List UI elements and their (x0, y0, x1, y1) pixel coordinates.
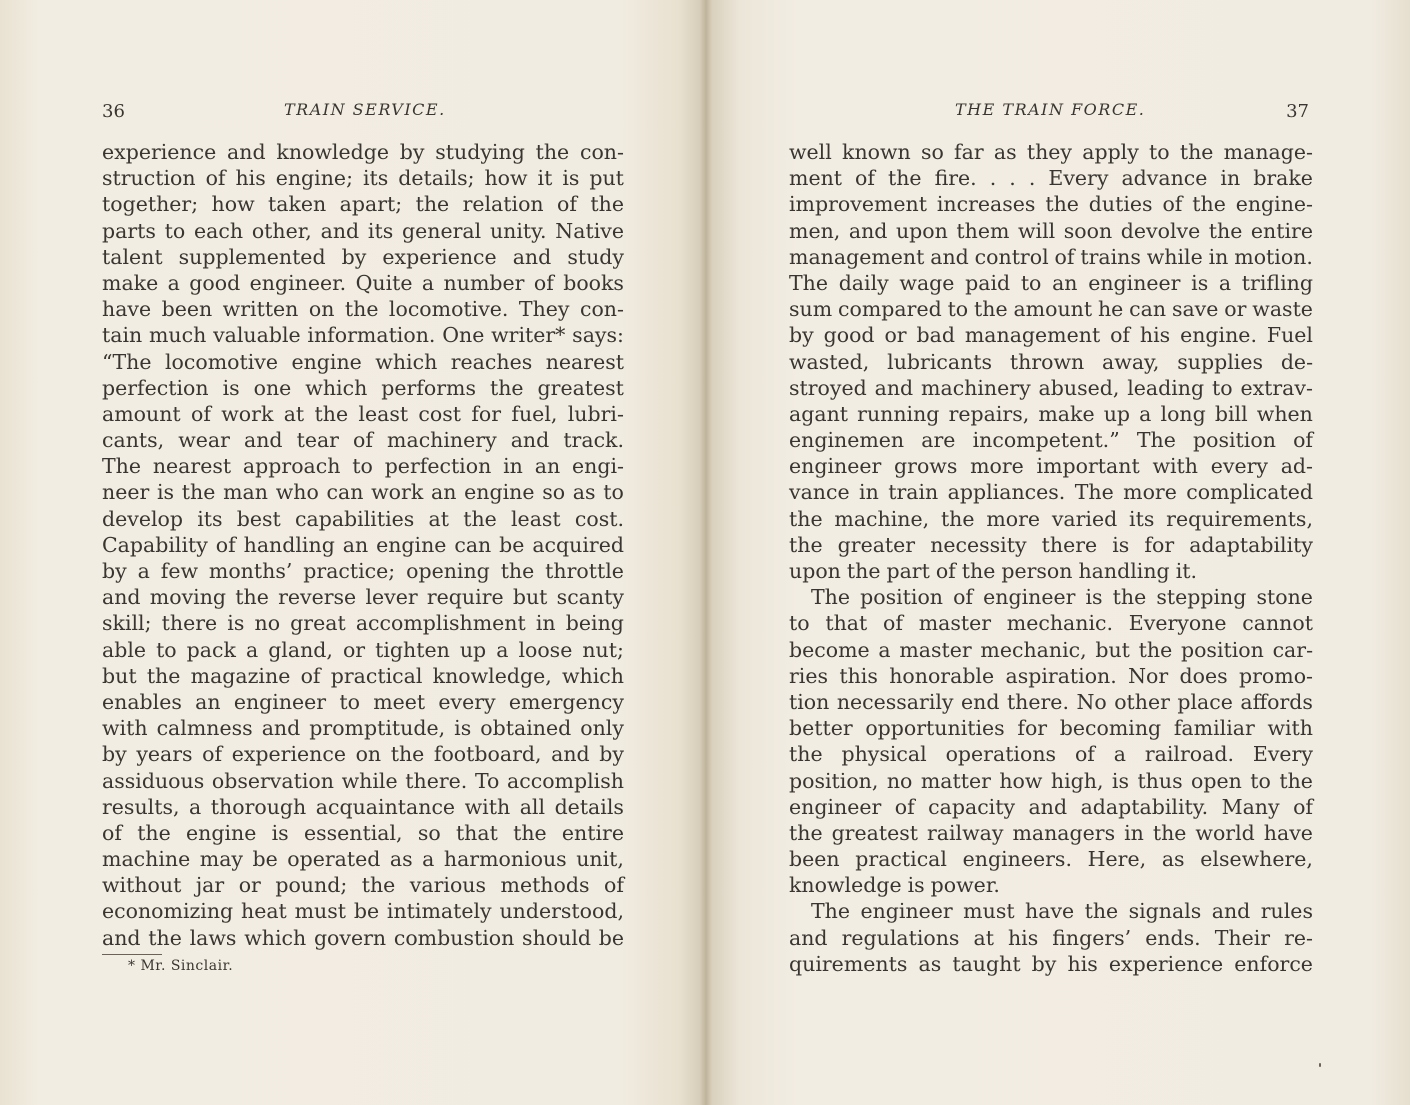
text-line: enginemen are incompetent.” The position of (789, 428, 1313, 453)
left-running-title: TRAIN SERVICE. (284, 100, 446, 119)
text-line: able to pack a gland, or tighten up a loose nut; (102, 637, 624, 662)
text-line: of the engine is essential, so that the entire (102, 820, 624, 845)
text-line: by years of experience on the footboard, and by (102, 742, 624, 767)
text-line: the greater necessity there is for adaptability (789, 532, 1313, 557)
footnote: * Mr. Sinclair. (128, 958, 234, 974)
text-line: experience and knowledge by studying the con- (102, 140, 624, 164)
text-line: economizing heat must be intimately understood, (102, 899, 624, 924)
page-speck (1319, 1063, 1321, 1067)
left-body-text (102, 139, 624, 951)
right-running-head (789, 98, 1309, 124)
text-line: The nearest approach to perfection in an engi- (102, 454, 624, 479)
text-line: make a good engineer. Quite a number of books (102, 270, 624, 295)
text-line: ries this honorable aspiration. Nor does promo- (789, 663, 1313, 688)
text-line: ment of the fire. . . . Every advance in brake (789, 166, 1313, 191)
text-line: tain much valuable information. One writer* says: (102, 323, 624, 348)
text-line: amount of work at the least cost for fuel, lubri- (102, 401, 624, 426)
text-line: management and control of trains while in motion. (789, 244, 1313, 269)
text-line: talent supplemented by experience and study (102, 244, 624, 269)
text-line: together; how taken apart; the relation of the (102, 192, 624, 217)
text-line: The position of engineer is the stepping stone (811, 585, 1313, 610)
text-line: The daily wage paid to an engineer is a trifling (789, 270, 1313, 295)
text-line: neer is the man who can work an engine so as to (102, 480, 624, 505)
text-line: engineer grows more important with every ad- (789, 454, 1313, 479)
text-line: become a master mechanic, but the position car- (789, 637, 1313, 662)
text-line: develop its best capabilities at the least cost. (102, 506, 624, 531)
text-line: sum compared to the amount he can save or waste (789, 297, 1313, 322)
text-line: Capability of handling an engine can be acquired (102, 532, 624, 557)
text-line: upon the part of the person handling it. (789, 559, 1197, 583)
text-line: engineer of capacity and adaptability. Many of (789, 794, 1313, 819)
text-line: tion necessarily end there. No other place affords (789, 689, 1313, 714)
text-line: agant running repairs, make up a long bill when (789, 401, 1313, 426)
text-line: to that of master mechanic. Everyone cannot (789, 611, 1313, 636)
text-line: vance in train appliances. The more complicated (789, 480, 1313, 505)
text-line: but the magazine of practical knowledge, which (102, 663, 624, 688)
right-running-title: THE TRAIN FORCE. (955, 100, 1146, 119)
text-line: by a few months’ practice; opening the throttle (102, 559, 624, 583)
text-line: men, and upon them will soon devolve the entire (789, 218, 1313, 243)
text-line: struction of his engine; its details; how it is put (102, 166, 624, 191)
text-line: and the laws which govern combustion should be (102, 925, 624, 950)
left-page-number: 36 (102, 101, 125, 122)
right-page (705, 0, 1410, 1105)
footnote-rule (102, 954, 162, 955)
left-running-head (102, 98, 624, 124)
text-line: “The locomotive engine which reaches nearest (102, 349, 624, 374)
text-line: well known so far as they apply to the manage- (789, 140, 1313, 164)
text-line: perfection is one which performs the greatest (102, 375, 624, 400)
right-body-text (789, 139, 1313, 977)
text-line: have been written on the locomotive. They con- (102, 297, 624, 322)
text-line: the greatest railway managers in the world have (789, 820, 1313, 845)
text-line: wasted, lubricants thrown away, supplies de- (789, 349, 1313, 374)
text-line: enables an engineer to meet every emergency (102, 689, 624, 714)
text-line: without jar or pound; the various methods of (102, 873, 624, 898)
text-line: machine may be operated as a harmonious unit, (102, 847, 624, 872)
text-line: parts to each other, and its general unity. Native (102, 218, 624, 243)
text-line: skill; there is no great accomplishment in being (102, 611, 624, 636)
text-line: and regulations at his fingers’ ends. Their re- (789, 925, 1313, 950)
text-line: knowledge is power. (789, 873, 1000, 898)
text-line: stroyed and machinery abused, leading to extrav- (789, 375, 1313, 400)
right-page-number: 37 (1286, 101, 1309, 122)
text-line: by good or bad management of his engine. Fuel (789, 323, 1313, 348)
text-line: results, a thorough acquaintance with all details (102, 794, 624, 819)
text-line: the physical operations of a railroad. Every (789, 742, 1313, 767)
text-line: better opportunities for becoming familiar with (789, 716, 1313, 741)
text-line: and moving the reverse lever require but scanty (102, 585, 624, 610)
text-line: The engineer must have the signals and rules (811, 899, 1313, 924)
text-line: cants, wear and tear of machinery and track. (102, 428, 624, 453)
text-line: with calmness and promptitude, is obtained only (102, 716, 624, 741)
text-line: the machine, the more varied its requirements, (789, 506, 1313, 531)
text-line: assiduous observation while there. To accomplish (102, 768, 624, 793)
text-line: quirements as taught by his experience enforce (789, 951, 1313, 976)
text-line: been practical engineers. Here, as elsewhere, (789, 847, 1313, 872)
text-line: improvement increases the duties of the engine- (789, 192, 1313, 217)
text-line: position, no matter how high, is thus open to the (789, 768, 1313, 793)
